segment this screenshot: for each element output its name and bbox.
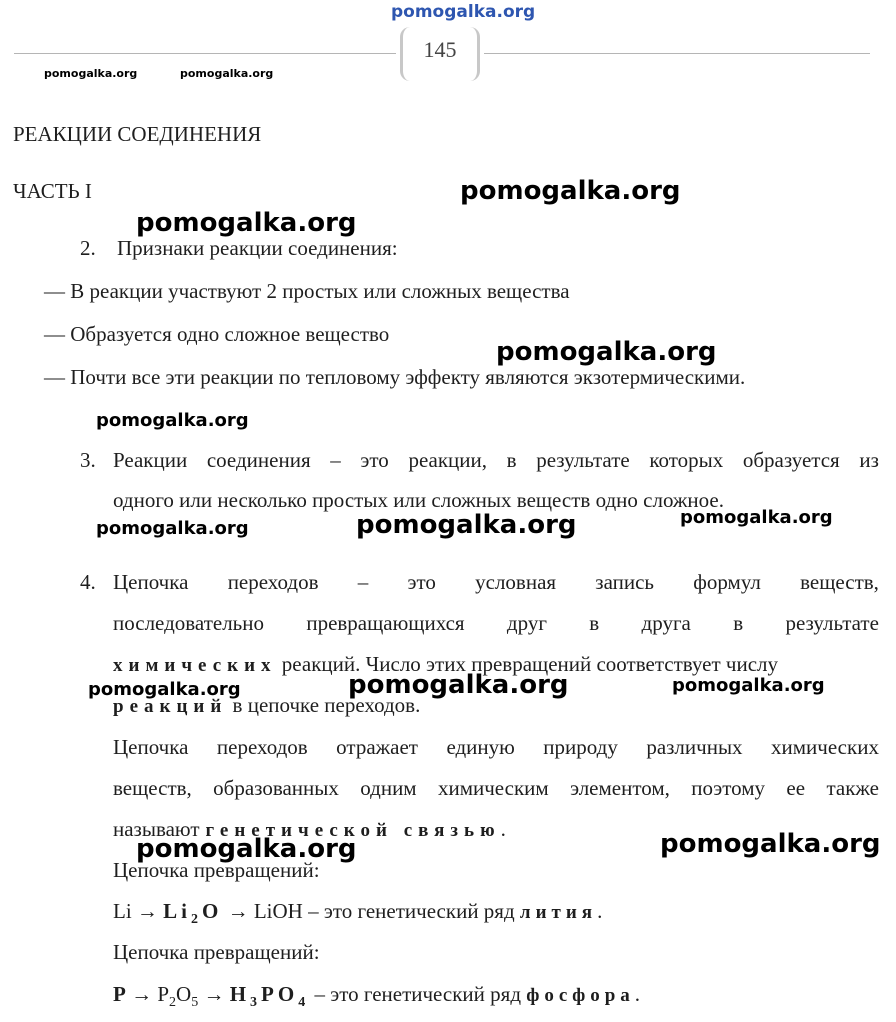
watermark: pomogalka.org xyxy=(136,834,357,864)
dash: — xyxy=(44,322,65,346)
period: . xyxy=(597,899,603,923)
word: химическим xyxy=(437,776,549,800)
word: друг xyxy=(506,611,547,635)
watermark: pomogalka.org xyxy=(88,679,241,700)
formula-subscript: 2 xyxy=(191,912,203,928)
chain-label-2: Цепочка превращений: xyxy=(113,940,320,964)
line-text: реакций. Число этих превращений соответствует числу xyxy=(281,652,779,676)
word: формул xyxy=(693,570,761,594)
line-text: – это генетический ряд xyxy=(314,982,521,1006)
item2-heading: Признаки реакции соединения: xyxy=(117,236,398,260)
formula-p2o5 xyxy=(157,982,199,1011)
bullet-text: В реакции участвуют 2 простых или сложных вещества xyxy=(70,279,570,303)
chain-1 xyxy=(113,899,602,928)
arrow-icon: → xyxy=(203,982,225,1006)
top-watermark: pomogalka.org xyxy=(391,2,536,22)
page-number: 145 xyxy=(423,37,457,62)
formula-part: PO xyxy=(261,982,299,1006)
word: одним xyxy=(360,776,417,800)
bullet-text: Почти все эти реакции по тепловому эффекту являются экзотермическими. xyxy=(70,365,746,389)
formula-subscript: 5 xyxy=(191,995,199,1011)
formula-li2o xyxy=(163,899,223,928)
word: запись xyxy=(595,570,655,594)
section-title: РЕАКЦИИ СОЕДИНЕНИЯ xyxy=(13,122,262,146)
word: это xyxy=(360,448,389,472)
word: из xyxy=(859,448,879,472)
dash: — xyxy=(44,365,65,389)
word: реакции, xyxy=(408,448,488,472)
period: . xyxy=(500,817,506,841)
formula-li: Li xyxy=(113,899,132,923)
watermark: pomogalka.org xyxy=(96,410,249,431)
word: ее xyxy=(786,776,806,800)
header-rule-right xyxy=(484,53,870,54)
word: поэтому xyxy=(691,776,766,800)
item2-bullet-1 xyxy=(44,279,570,304)
line-text: называют xyxy=(113,817,200,841)
item3-line-1 xyxy=(113,448,879,473)
word: веществ, xyxy=(113,776,192,800)
word: веществ, xyxy=(800,570,879,594)
watermark: pomogalka.org xyxy=(496,337,717,367)
bullet-text: Образуется одно сложное вещество xyxy=(70,322,390,346)
header-rule-left xyxy=(14,53,396,54)
arrow-icon: → xyxy=(227,899,249,923)
line-text: – это генетический ряд xyxy=(308,899,515,923)
watermark: pomogalka.org xyxy=(672,675,825,696)
item3-number: 3. xyxy=(80,448,96,472)
formula-lioh: LiOH xyxy=(253,899,303,923)
formula-part: O xyxy=(176,982,192,1006)
spaced-term-lithium: лития xyxy=(519,902,598,923)
formula-subscript: 4 xyxy=(298,995,310,1011)
dash: — xyxy=(44,279,65,303)
item4-number: 4. xyxy=(80,570,96,594)
word: друга xyxy=(641,611,691,635)
formula-subscript: 3 xyxy=(250,995,262,1011)
spaced-term-reactions: реакций xyxy=(113,696,228,717)
word: результате xyxy=(536,448,630,472)
word: которых xyxy=(649,448,724,472)
word: Цепочка xyxy=(113,735,189,759)
formula-subscript: 2 xyxy=(169,995,177,1011)
word: условная xyxy=(475,570,557,594)
watermark: pomogalka.org xyxy=(348,670,569,700)
watermark: pomogalka.org xyxy=(136,208,357,238)
arrow-icon: → xyxy=(131,982,153,1006)
spaced-term-genetic-link: генетической связью xyxy=(205,820,501,841)
word: единую xyxy=(446,735,515,759)
period: . xyxy=(634,982,641,1006)
item2-bullet-3 xyxy=(44,365,745,390)
header-watermark-2: pomogalka.org xyxy=(180,67,274,80)
formula-part: O xyxy=(202,899,223,923)
line-text: в цепочке переходов. xyxy=(232,693,421,717)
item2-number: 2. xyxy=(80,236,96,260)
watermark: pomogalka.org xyxy=(356,510,577,540)
spaced-term-phosphorus: фосфора xyxy=(526,985,635,1006)
item4-para2-line-1 xyxy=(113,735,879,760)
watermark: pomogalka.org xyxy=(680,507,833,528)
word: результате xyxy=(785,611,879,635)
formula-part: Li xyxy=(163,899,192,923)
chain-label-1: Цепочка превращений: xyxy=(113,858,320,882)
spaced-term-chemical: химических xyxy=(113,655,277,676)
word: Реакции xyxy=(113,448,188,472)
word: в xyxy=(733,611,744,635)
word: также xyxy=(826,776,879,800)
word: – xyxy=(357,570,369,594)
word: – xyxy=(330,448,341,472)
chain-2 xyxy=(113,982,640,1011)
word: отражает xyxy=(336,735,418,759)
header-watermark-1: pomogalka.org xyxy=(44,67,138,80)
part-title: ЧАСТЬ I xyxy=(13,179,92,203)
formula-part: H xyxy=(229,982,251,1006)
item4-line-1 xyxy=(113,570,879,595)
item4-para2-line-2 xyxy=(113,776,879,801)
watermark: pomogalka.org xyxy=(660,829,881,859)
word: переходов xyxy=(227,570,319,594)
word: в xyxy=(589,611,600,635)
formula-p: P xyxy=(113,982,126,1006)
word: химических xyxy=(771,735,879,759)
item2-bullet-2 xyxy=(44,322,389,347)
item3-line-2: одного или несколько простых или сложных веществ одно сложное. xyxy=(113,488,724,512)
word: переходов xyxy=(216,735,308,759)
word: последовательно xyxy=(113,611,264,635)
word: в xyxy=(506,448,517,472)
word: это xyxy=(407,570,436,594)
word: различных xyxy=(646,735,743,759)
word: соединения xyxy=(206,448,311,472)
watermark: pomogalka.org xyxy=(460,176,681,206)
word: Цепочка xyxy=(113,570,189,594)
formula-part: P xyxy=(157,982,170,1006)
arrow-icon: → xyxy=(136,899,158,923)
word: элементом, xyxy=(570,776,670,800)
watermark: pomogalka.org xyxy=(96,518,249,539)
item4-line-2 xyxy=(113,611,879,636)
word: превращающихся xyxy=(306,611,465,635)
word: образуется xyxy=(742,448,840,472)
word: образованных xyxy=(213,776,339,800)
formula-h3po4 xyxy=(229,982,310,1011)
word: природу xyxy=(543,735,618,759)
